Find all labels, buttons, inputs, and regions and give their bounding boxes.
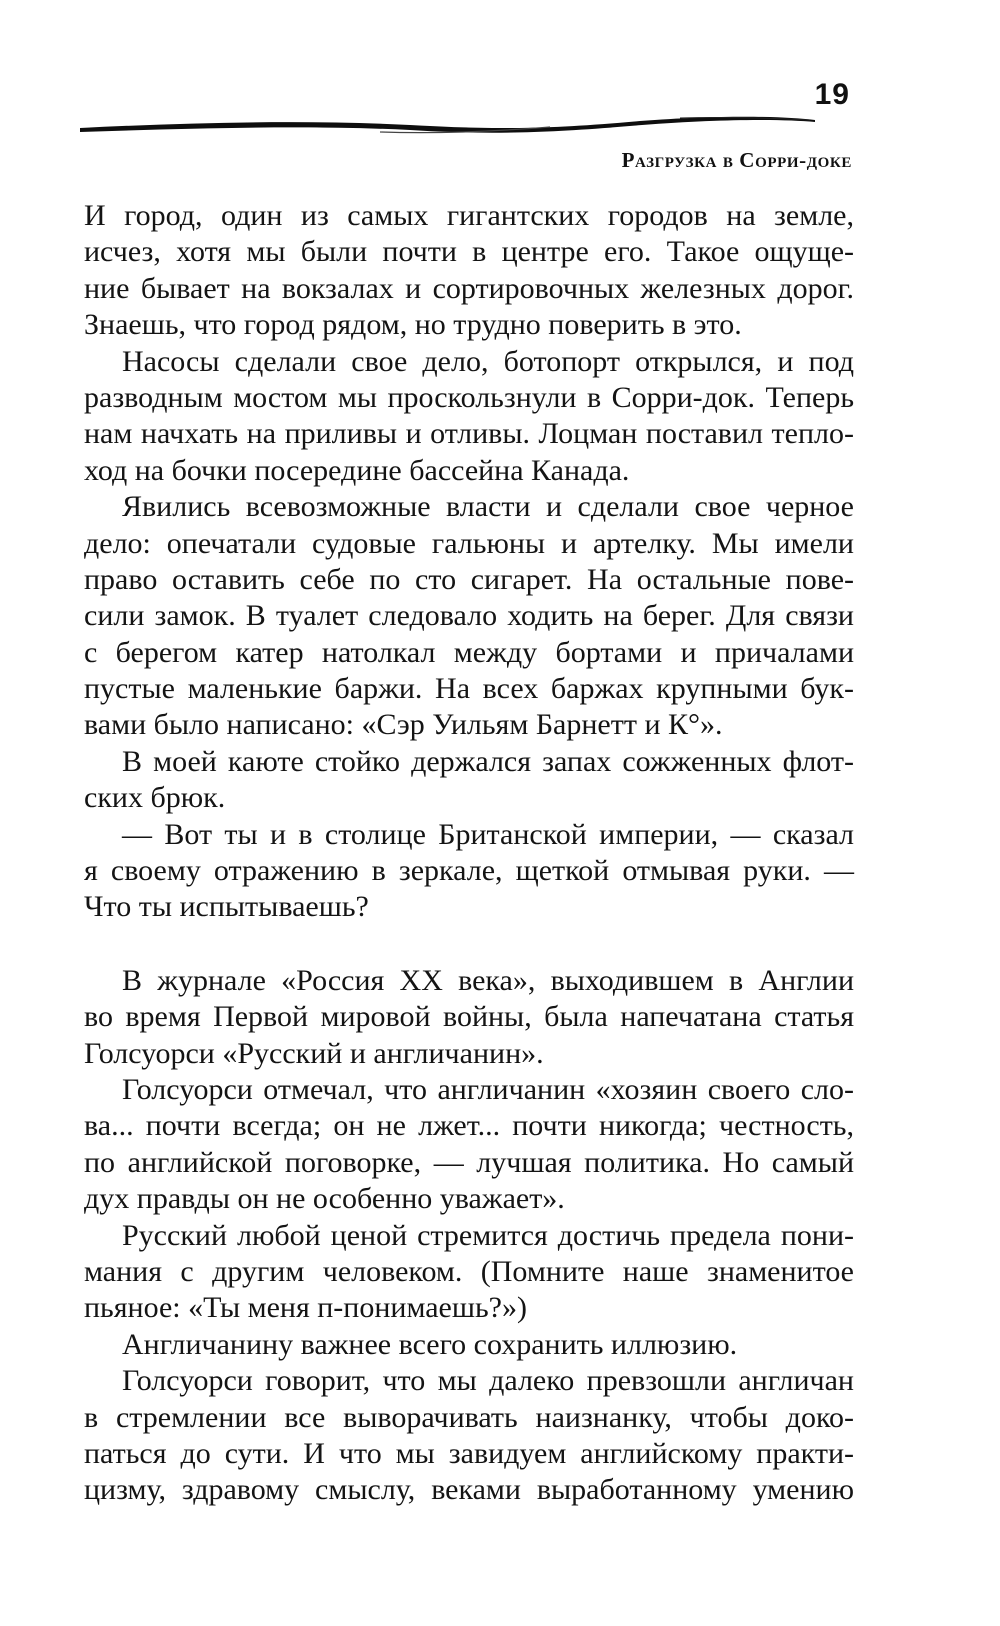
text-line: Русский любой ценой стремится достичь предела пони- [122, 1218, 854, 1252]
text-line: пьяное: «Ты меня п-понимаешь?») [84, 1291, 527, 1325]
text-line: Насосы сделали свое дело, ботопорт открылся, и под [122, 344, 854, 378]
text-line: дело: опечатали судовые гальюны и артелку. Мы имели [84, 526, 854, 560]
text-line: исчез, хотя мы были почти в центре его. Такое ощуще- [84, 235, 854, 269]
text-line: паться до сути. И что мы завидуем английскому практи- [84, 1436, 854, 1470]
text-line: в стремлении все выворачивать наизнанку, чтобы доко- [84, 1400, 854, 1434]
text-line: во время Первой мировой войны, была напечатана статья [84, 1000, 854, 1034]
text-line: Явились всевозможные власти и сделали свое черное [122, 490, 854, 524]
page-number: 19 [814, 78, 850, 111]
text-line: Знаешь, что город рядом, но трудно поверить в это. [84, 308, 742, 342]
text-line: Голсуорси «Русский и англичанин». [84, 1036, 544, 1070]
text-line: право оставить себе по сто сигарет. На остальные пове- [84, 562, 854, 596]
text-line: В моей каюте стойко держался запах сожженных флот- [122, 744, 854, 778]
text-line: Что ты испытываешь? [84, 890, 369, 924]
text-line: — Вот ты и в столице Британской империи, — сказал [122, 817, 854, 851]
text-line: И город, один из самых гигантских городов на земле, [84, 199, 854, 232]
text-line: ва... почти всегда; он не лжет... почти никогда; честность, [84, 1109, 854, 1143]
running-head-title: Разгрузка в Сорри-доке [621, 148, 852, 172]
text-line: нам начхать на приливы и отливы. Лоцман поставил тепло- [84, 417, 854, 451]
text-line: В журнале «Россия XX века», выходившем в Англии [122, 963, 854, 997]
body-text [84, 198, 854, 1509]
text-line: Голсуорси отмечал, что англичанин «хозяин своего сло- [122, 1072, 854, 1106]
text-line: с берегом катер натолкал между бортами и причалами [84, 635, 854, 669]
text-line: я своему отражению в зеркале, щеткой отмывая руки. — [84, 854, 854, 888]
text-line: разводным мостом мы проскользнули в Сорри-док. Теперь [84, 380, 854, 414]
section-break [84, 926, 854, 963]
text-line: мания с другим человеком. (Помните наше знаменитое [84, 1254, 854, 1288]
text-line: сили замок. В туалет следовало ходить на берег. Для связи [84, 599, 854, 633]
text-line: вами было написано: «Сэр Уильям Барнетт и К°». [84, 708, 723, 742]
text-line: ход на бочки посередине бассейна Канада. [84, 453, 630, 487]
text-line: Голсуорси говорит, что мы далеко превзошли англичан [122, 1364, 854, 1398]
text-line: цизму, здравому смыслу, веками выработанному умению [84, 1473, 854, 1507]
text-line: пустые маленькие баржи. На всех баржах крупными бук- [84, 672, 854, 706]
text-line: ние бывает на вокзалах и сортировочных железных дорог. [84, 271, 854, 305]
text-line: ских брюк. [84, 781, 226, 815]
header-brush-rule [80, 112, 860, 142]
text-line: Англичанину важнее всего сохранить иллюзию. [122, 1327, 738, 1361]
text-line: дух правды он не особенно уважает». [84, 1182, 565, 1216]
text-line: по английской поговорке, — лучшая политика. Но самый [84, 1145, 854, 1179]
